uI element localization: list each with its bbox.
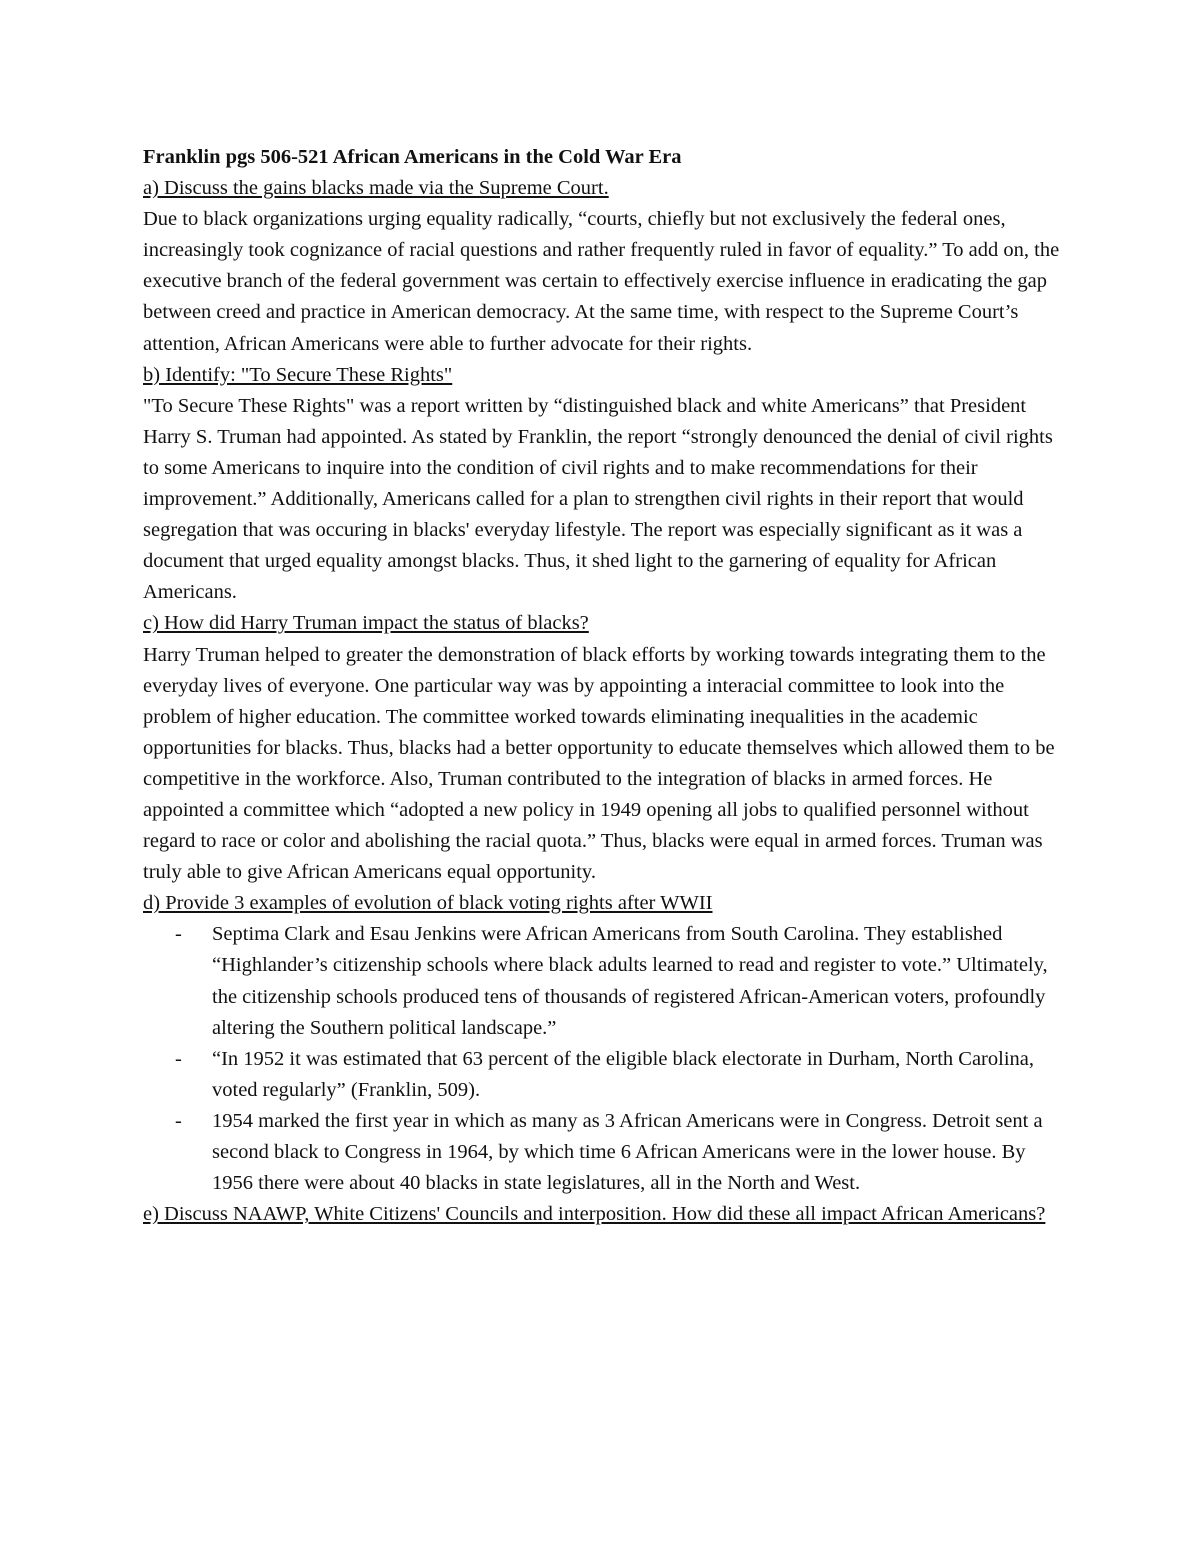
- answer-a: Due to black organizations urging equality radically, “courts, chiefly but not exclusively the federal ones, increasingly took cognizance of racial questions and rather frequently ruled in favor of equality.” To add on, the executive branch of the federal government was certain to effectively exercise influence in eradicating the gap between creed and practice in American democracy. At the same time, with respect to the Supreme Court’s attention, African Americans were able to further advocate for their rights.: [143, 208, 1060, 355]
- dash-bullet-marker: -: [175, 923, 182, 946]
- list-item: [143, 919, 1068, 1043]
- list-item: [143, 1106, 1068, 1199]
- document-title: Franklin pgs 506-521 African Americans in the Cold War Era: [143, 146, 682, 168]
- dash-bullet-marker: -: [175, 1109, 182, 1132]
- question-a: a) Discuss the gains blacks made via the Supreme Court.: [143, 177, 609, 200]
- answer-b: "To Secure These Rights" was a report written by “distinguished black and white Americans” that President Harry S. Truman had appointed. As stated by Franklin, the report “strongly denounced the denial of civil rights to some Americans to inquire into the condition of civil rights and to make recommendations for their improvement.” Additionally, Americans called for a plan to strengthen civil rights in their report that would segregation that was occuring in blacks' everyday lifestyle. The report was especially significant as it was a document that urged equality amongst blacks. Thus, it shed light to the garnering of equality for African Americans.: [143, 394, 1053, 604]
- list-item: [143, 1044, 1068, 1106]
- question-c: c) How did Harry Truman impact the status of blacks?: [143, 612, 589, 635]
- question-b: b) Identify: "To Secure These Rights": [143, 363, 453, 386]
- document-page: [143, 142, 1068, 1230]
- list-item-text: 1954 marked the first year in which as many as 3 African Americans were in Congress. Detroit sent a second black to Congress in 1964, by which time 6 African Americans were in the lower house. By 1956 there were about 40 blacks in state legislatures, all in the North and West.: [212, 1109, 1043, 1195]
- question-e: e) Discuss NAAWP, White Citizens' Councils and interposition. How did these all impact African Americans?: [143, 1203, 1046, 1226]
- voting-rights-list: [143, 919, 1068, 1199]
- question-d: d) Provide 3 examples of evolution of black voting rights after WWII: [143, 892, 713, 915]
- list-item-text: Septima Clark and Esau Jenkins were African Americans from South Carolina. They established “Highlander’s citizenship schools where black adults learned to read and register to vote.” Ultimately, the citizenship schools produced tens of thousands of registered African-American voters, profoundly altering the Southern political landscape.”: [212, 923, 1048, 1039]
- dash-bullet-marker: -: [175, 1047, 182, 1070]
- answer-c: Harry Truman helped to greater the demonstration of black efforts by working towards integrating them to the everyday lives of everyone. One particular way was by appointing a interacial committee to look into the problem of higher education. The committee worked towards eliminating inequalities in the academic opportunities for blacks. Thus, blacks had a better opportunity to educate themselves which allowed them to be competitive in the workforce. Also, Truman contributed to the integration of blacks in armed forces. He appointed a committee which “adopted a new policy in 1949 opening all jobs to qualified personnel without regard to race or color and abolishing the racial quota.” Thus, blacks were equal in armed forces. Truman was truly able to give African Americans equal opportunity.: [143, 643, 1055, 884]
- list-item-text: “In 1952 it was estimated that 63 percent of the eligible black electorate in Durham, North Carolina, voted regularly” (Franklin, 509).: [212, 1047, 1035, 1101]
